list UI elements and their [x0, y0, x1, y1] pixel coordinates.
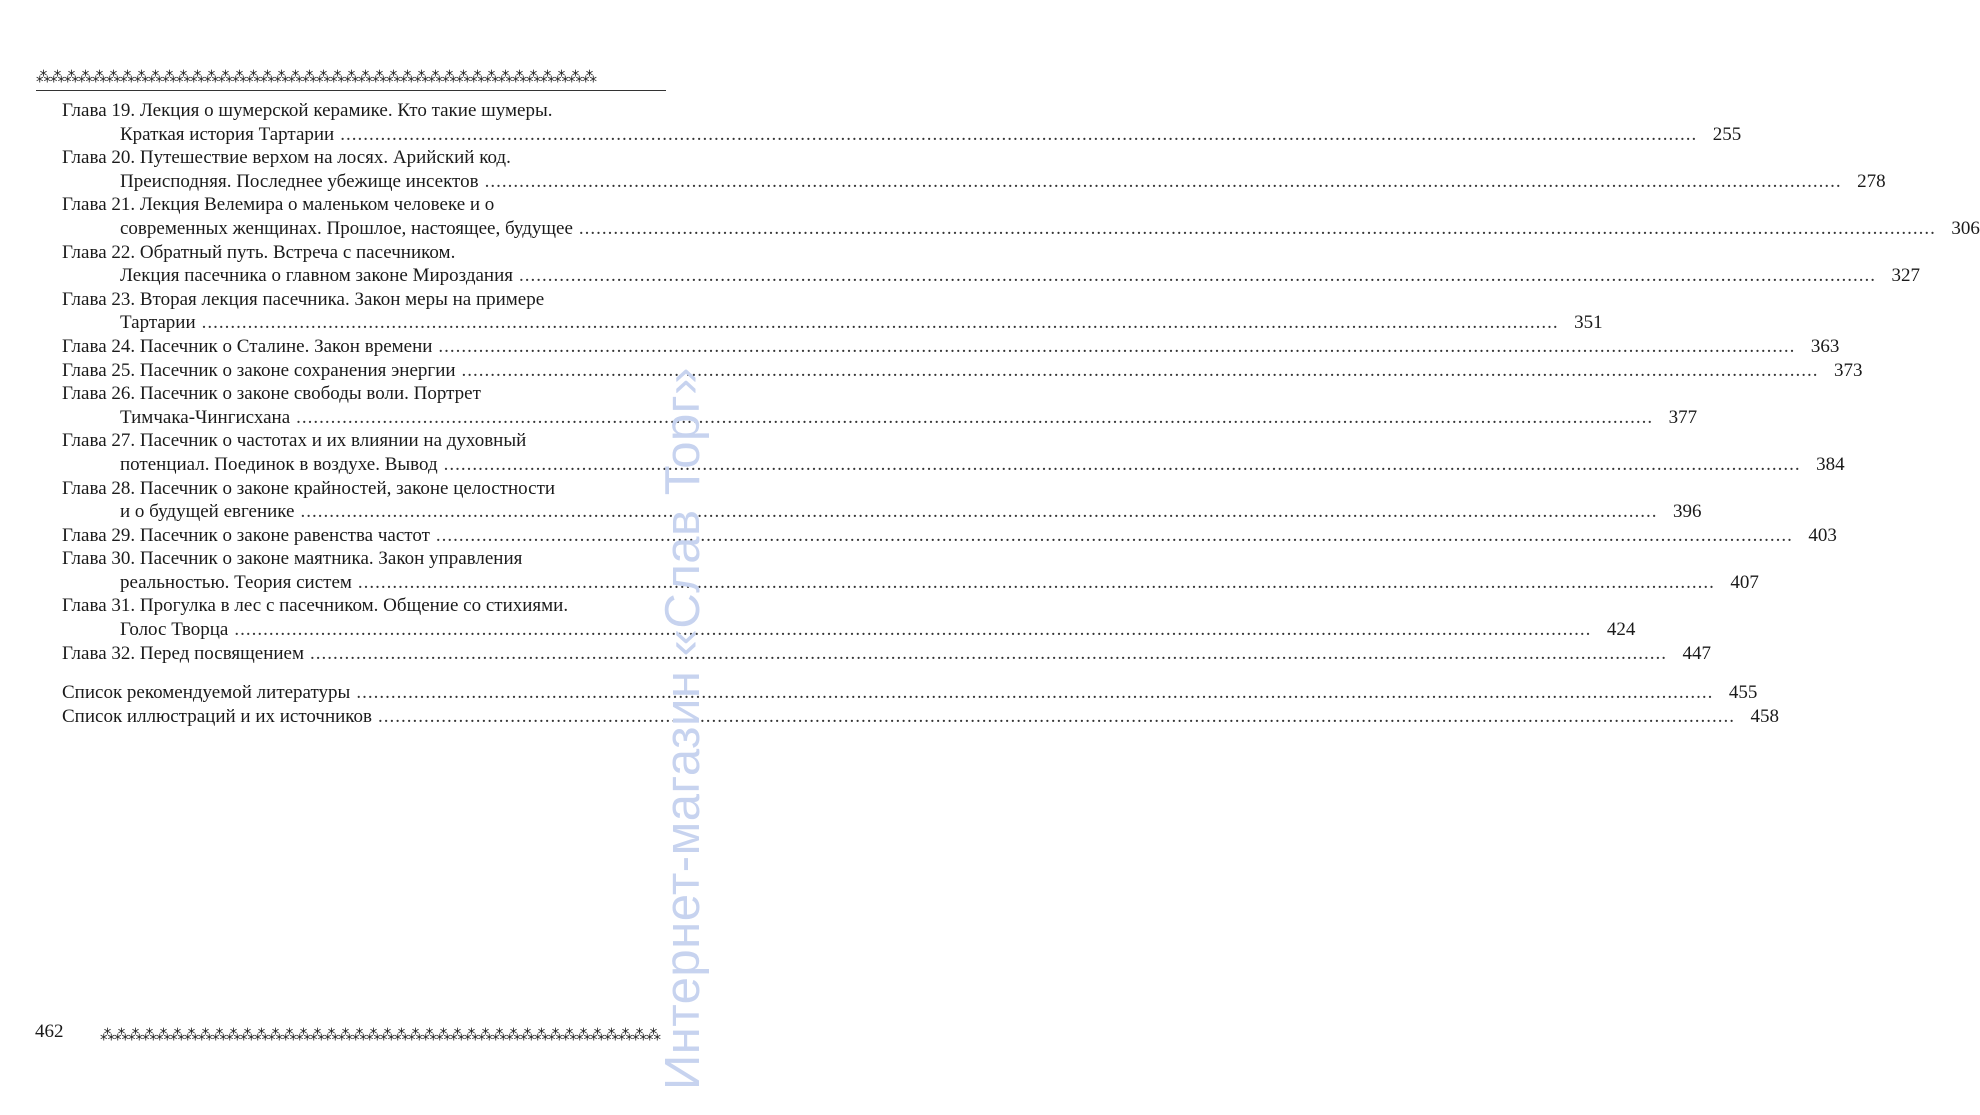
chapter-list [62, 99, 1980, 665]
toc-entry [62, 642, 1712, 666]
entry-line [62, 705, 1780, 729]
entry-title: Тартарии [120, 312, 196, 334]
entry-page-number: 455 [1728, 682, 1758, 704]
toc-entry [62, 594, 1636, 641]
entry-title: потенциал. Поединок в воздухе. Вывод [120, 453, 438, 475]
toc-entry [62, 288, 1603, 335]
dot-leader [296, 406, 1653, 430]
entry-line [62, 311, 1603, 335]
toc-entry [62, 524, 1837, 548]
entry-line [62, 217, 1980, 241]
entry-line [62, 123, 1742, 147]
entry-title: Глава 22. Обратный путь. Встреча с пасечником. [62, 241, 456, 263]
entry-title: Глава 27. Пасечник о частотах и их влиянии на духовный [62, 430, 527, 452]
entry-page-number: 384 [1816, 453, 1845, 475]
toc-entry [62, 477, 1702, 524]
entry-line [62, 146, 638, 170]
appendix-list [62, 681, 1780, 728]
page-number: 462 [35, 1021, 64, 1042]
dot-leader [234, 618, 1591, 642]
entry-line [62, 681, 1758, 705]
entry-page-number: 351 [1574, 312, 1603, 334]
appendix-entry [62, 705, 1780, 729]
appendix-entry [62, 681, 1758, 705]
entry-title: Лекция пасечника о главном законе Мироздания [120, 265, 513, 287]
dot-leader [310, 642, 1667, 666]
entry-line [62, 170, 1886, 194]
entry-title: Краткая история Тартарии [120, 123, 335, 145]
dot-leader [444, 453, 1801, 477]
entry-page-number: 458 [1750, 705, 1780, 727]
entry-line [62, 429, 638, 453]
dot-leader [378, 705, 1735, 729]
entry-line [62, 642, 1712, 666]
entry-line [62, 406, 1698, 430]
entry-title: Список иллюстраций и их источников [62, 705, 373, 727]
floral-ornament-icon: ⁂⁂⁂⁂⁂⁂⁂⁂⁂⁂⁂⁂⁂⁂⁂⁂⁂⁂⁂⁂⁂⁂⁂⁂⁂⁂⁂⁂⁂⁂⁂⁂⁂⁂⁂⁂⁂⁂⁂⁂ [100, 1026, 660, 1044]
entry-page-number: 255 [1712, 123, 1742, 145]
entry-title: Глава 30. Пасечник о законе маятника. Закон управления [62, 548, 523, 570]
entry-page-number: 373 [1834, 359, 1863, 381]
entry-title: и о будущей евгенике [120, 501, 295, 523]
table-of-contents [62, 99, 1980, 728]
entry-title: Глава 20. Путешествие верхом на лосях. Арийский код. [62, 147, 511, 169]
toc-entry [62, 241, 1920, 288]
entry-page-number: 403 [1808, 524, 1837, 546]
entry-line [62, 594, 638, 618]
entry-line [62, 477, 638, 501]
dot-leader [436, 524, 1793, 548]
toc-entry [62, 359, 1863, 383]
dot-leader [485, 170, 1842, 194]
entry-line [62, 453, 1845, 477]
entry-line [62, 500, 1702, 524]
top-rule [36, 90, 666, 91]
dot-leader [356, 681, 1713, 705]
entry-page-number: 396 [1672, 501, 1702, 523]
entry-page-number: 407 [1730, 571, 1759, 593]
section-gap [62, 665, 638, 681]
entry-line [62, 547, 638, 571]
entry-page-number: 377 [1668, 406, 1698, 428]
entry-title: реальностью. Теория систем [120, 571, 352, 593]
entry-line [62, 288, 638, 312]
entry-title: Глава 28. Пасечник о законе крайностей, законе целостности [62, 477, 556, 499]
dot-leader [579, 217, 1936, 241]
toc-entry [62, 146, 1886, 193]
dot-leader [358, 571, 1715, 595]
entry-title: Глава 26. Пасечник о законе свободы воли. Портрет [62, 383, 481, 405]
entry-title: Глава 24. Пасечник о Сталине. Закон времени [62, 335, 433, 357]
entry-title: Глава 19. Лекция о шумерской керамике. Кто такие шумеры. [62, 100, 553, 121]
entry-line [62, 359, 1863, 383]
entry-title: Голос Творца [120, 619, 229, 641]
entry-line [62, 264, 1920, 288]
entry-title: Глава 23. Вторая лекция пасечника. Закон меры на примере [62, 288, 545, 310]
entry-line [62, 524, 1837, 548]
entry-page-number: 306 [1951, 217, 1980, 239]
entry-line [62, 241, 638, 265]
entry-title: Список рекомендуемой литературы [62, 682, 351, 704]
entry-page-number: 424 [1606, 619, 1636, 641]
entry-title: Глава 21. Лекция Велемира о маленьком человеке и о [62, 194, 495, 216]
entry-page-number: 327 [1891, 265, 1920, 287]
watermark: Интернет-магазин «Слав Торг» [656, 367, 710, 1090]
entry-line [62, 382, 638, 406]
entry-title: Тимчака-Чингисхана [120, 406, 291, 428]
toc-entry [62, 335, 1840, 359]
entry-page-number: 447 [1682, 642, 1712, 664]
entry-title: Глава 32. Перед посвящением [62, 642, 305, 664]
dot-leader [340, 123, 1697, 147]
entry-title: Преисподняя. Последнее убежище инсектов [120, 170, 479, 192]
entry-line [62, 335, 1840, 359]
entry-title: Глава 29. Пасечник о законе равенства частот [62, 524, 430, 546]
entry-line [62, 618, 1636, 642]
floral-ornament-icon: ⁂⁂⁂⁂⁂⁂⁂⁂⁂⁂⁂⁂⁂⁂⁂⁂⁂⁂⁂⁂⁂⁂⁂⁂⁂⁂⁂⁂⁂⁂⁂⁂⁂⁂⁂⁂⁂⁂⁂⁂ [36, 68, 596, 86]
toc-entry [62, 193, 1980, 240]
entry-line [62, 571, 1759, 595]
entry-line [62, 193, 638, 217]
toc-entry [62, 99, 1742, 146]
entry-title: Глава 25. Пасечник о законе сохранения энергии [62, 359, 456, 381]
dot-leader [202, 311, 1559, 335]
dot-leader [300, 500, 1657, 524]
entry-title: Глава 31. Прогулка в лес с пасечником. Общение со стихиями. [62, 595, 569, 617]
toc-entry [62, 547, 1759, 594]
toc-entry [62, 382, 1698, 429]
dot-leader [519, 264, 1876, 288]
toc-entry [62, 429, 1845, 476]
entry-page-number: 278 [1857, 170, 1886, 192]
entry-title: современных женщинах. Прошлое, настоящее, будущее [120, 217, 573, 239]
dot-leader [438, 335, 1795, 359]
entry-page-number: 363 [1810, 335, 1840, 357]
entry-line [62, 99, 638, 123]
